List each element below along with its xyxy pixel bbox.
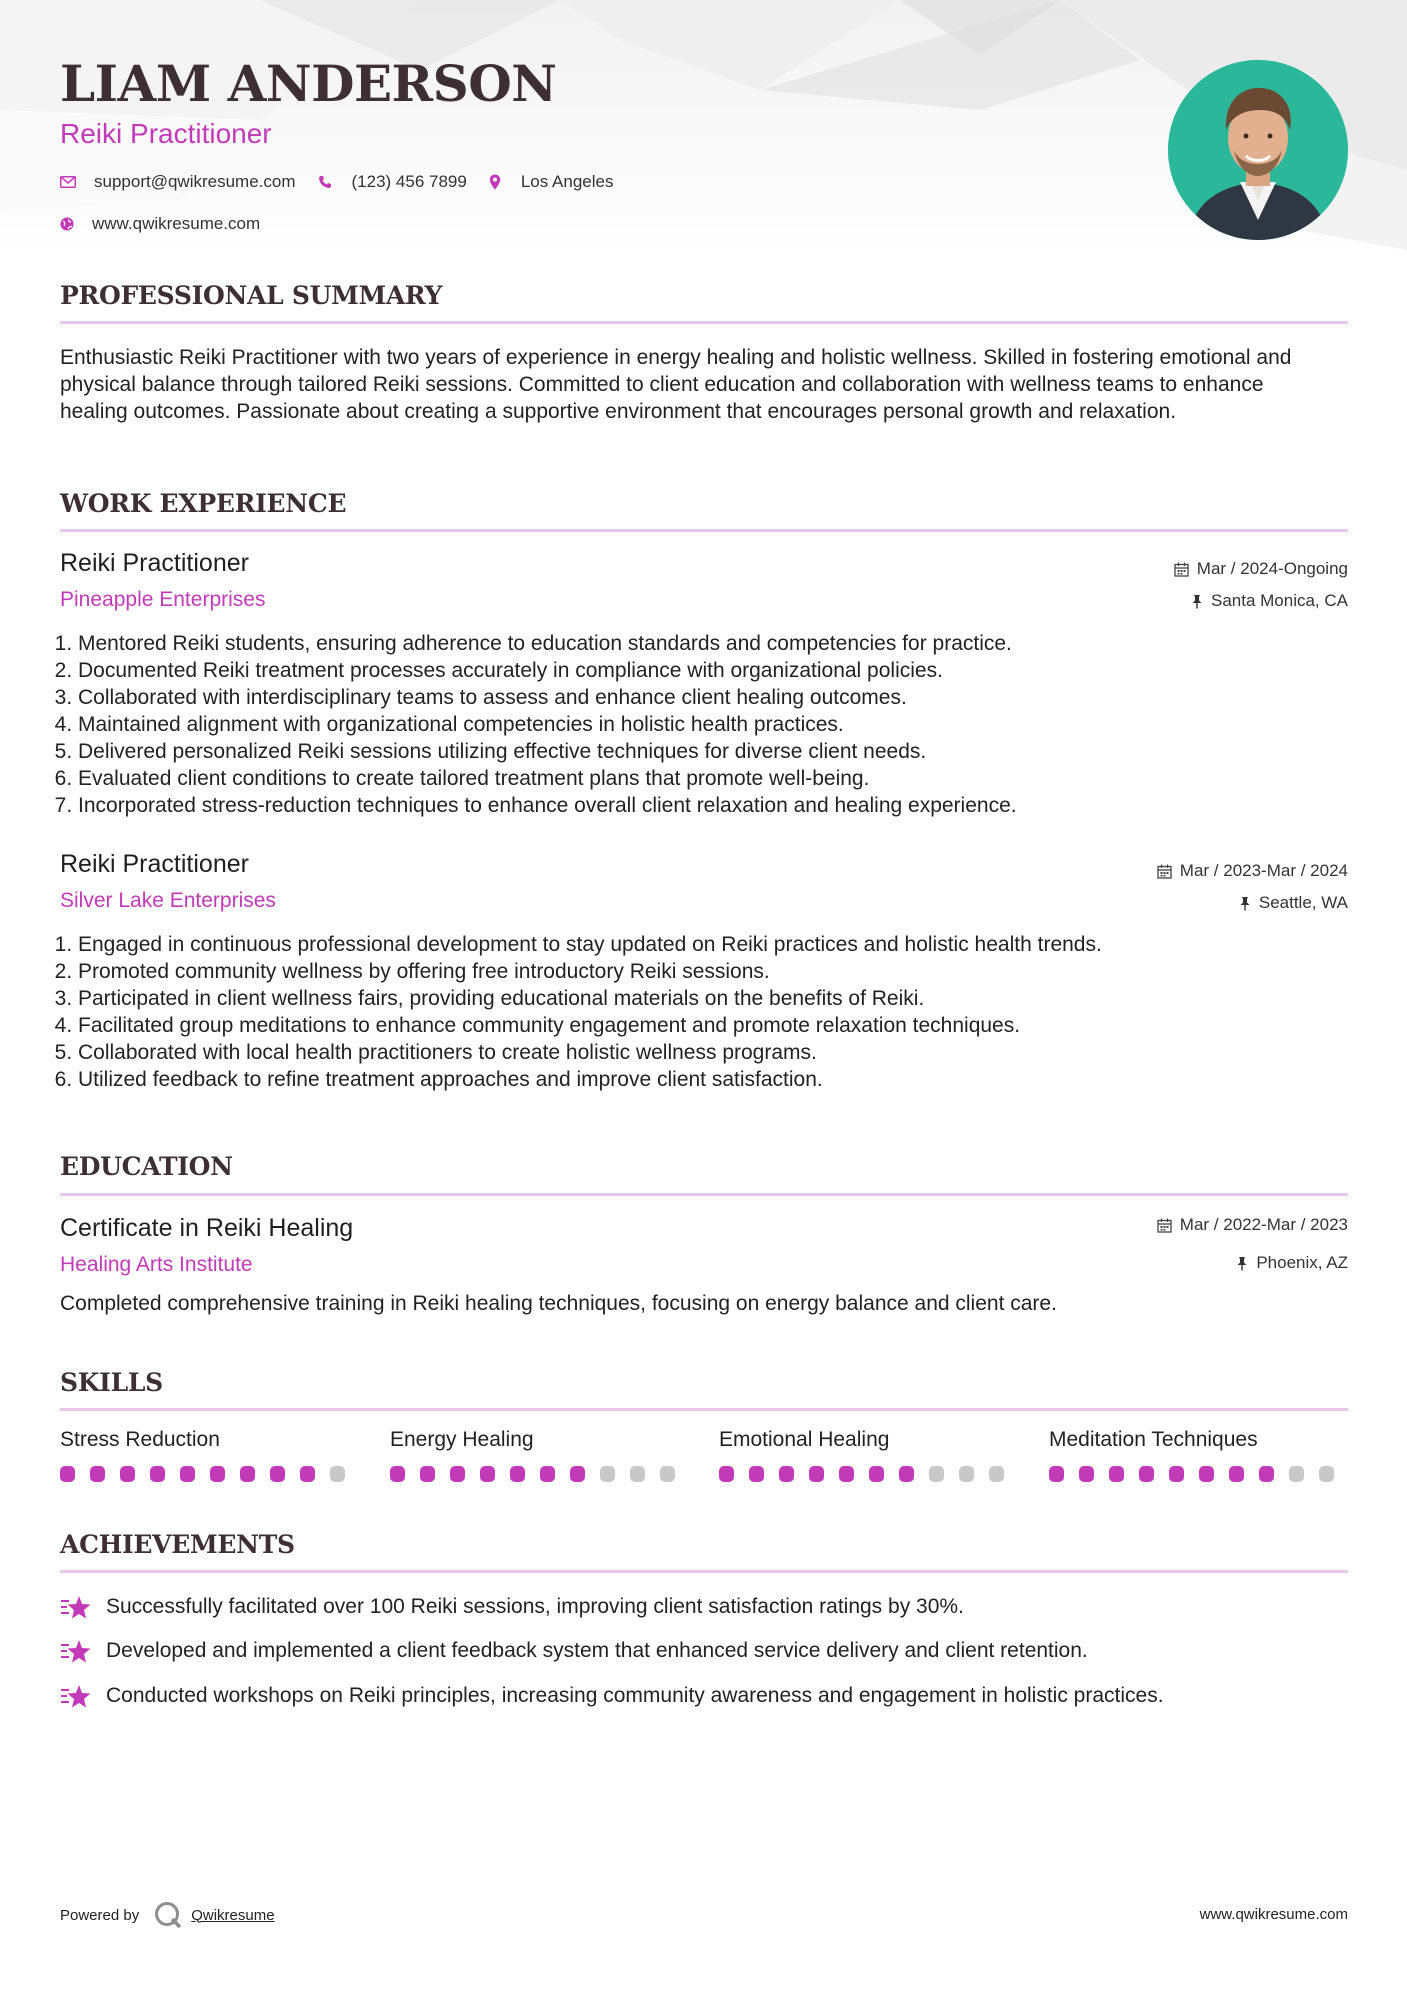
rating-dot-filled [809, 1466, 824, 1482]
skill-name: Energy Healing [390, 1428, 534, 1451]
skill-name: Emotional Healing [719, 1428, 890, 1451]
rating-dot-empty [330, 1466, 345, 1482]
skill-name: Meditation Techniques [1049, 1428, 1258, 1451]
achievements-divider [60, 1570, 1348, 1573]
list-item: 2. Documented Reiki treatment processes accurately in compliance with organizational policies. [78, 657, 1348, 684]
calendar-icon [1174, 562, 1189, 577]
rating-dot-empty [660, 1466, 675, 1482]
summary-heading: PROFESSIONAL SUMMARY [60, 281, 443, 310]
skill-item [60, 1428, 360, 1482]
job-2-dates [1157, 861, 1348, 881]
job-2-dates-text: Mar / 2023-Mar / 2024 [1179, 861, 1348, 880]
job-1-location-text: Santa Monica, CA [1210, 591, 1348, 610]
education-degree: Certificate in Reiki Healing [60, 1214, 354, 1242]
job-1-bullet-list [60, 630, 1348, 819]
list-item: 5. Delivered personalized Reiki sessions utilizing effective techniques for diverse client needs. [78, 738, 1348, 765]
education-location [1236, 1253, 1348, 1273]
pushpin-icon [1236, 1256, 1248, 1271]
skills-divider [60, 1408, 1348, 1411]
list-item: 4. Maintained alignment with organizational competencies in holistic health practices. [78, 711, 1348, 738]
skill-rating [1049, 1466, 1349, 1482]
phone-icon [318, 175, 332, 189]
rating-dot-filled [240, 1466, 255, 1482]
contact-location [489, 172, 614, 192]
candidate-name: LIAM ANDERSON [60, 54, 557, 113]
skills-grid [60, 1428, 1348, 1490]
job-1-dates [1174, 559, 1348, 579]
qwikresume-link[interactable]: Qwikresume [191, 1906, 275, 1924]
list-item: 3. Participated in client wellness fairs, providing educational materials on the benefits of Reiki. [78, 985, 1348, 1012]
list-item: 7. Incorporated stress-reduction techniques to enhance overall client relaxation and healing experience. [78, 792, 1348, 819]
rating-dot-filled [270, 1466, 285, 1482]
rating-dot-filled [1169, 1466, 1184, 1482]
rating-dot-filled [540, 1466, 555, 1482]
rating-dot-filled [420, 1466, 435, 1482]
achievements-heading: ACHIEVEMENTS [60, 1530, 295, 1559]
achievement-text: Successfully facilitated over 100 Reiki sessions, improving client satisfaction ratings by 30%. [106, 1595, 964, 1618]
footer-website[interactable]: www.qwikresume.com [1199, 1906, 1348, 1923]
job-2-company: Silver Lake Enterprises [60, 889, 276, 912]
rating-dot-filled [1259, 1466, 1274, 1482]
mail-icon [60, 176, 76, 188]
skill-name: Stress Reduction [60, 1428, 220, 1451]
rating-dot-filled [90, 1466, 105, 1482]
contact-email[interactable] [60, 172, 296, 192]
rating-dot-filled [390, 1466, 405, 1482]
rating-dot-empty [989, 1466, 1004, 1482]
job-2-location [1239, 893, 1348, 913]
calendar-icon [1157, 1218, 1172, 1233]
job-1-title: Reiki Practitioner [60, 549, 249, 577]
rating-dot-filled [839, 1466, 854, 1482]
skill-rating [719, 1466, 1019, 1482]
rating-dot-filled [779, 1466, 794, 1482]
education-divider [60, 1193, 1348, 1196]
globe-icon [60, 217, 74, 231]
summary-text: Enthusiastic Reiki Practitioner with two years of experience in energy healing and holistic wellness. Skilled in fostering emotional and physical balance through tailored Reiki sessions. Committed to client education and collaboration with wellness teams to enhance healing outcomes. Passionate about creating a supportive environment that encourages personal growth and relaxation. [60, 346, 1292, 423]
rating-dot-filled [869, 1466, 884, 1482]
skill-rating [390, 1466, 690, 1482]
rating-dot-empty [959, 1466, 974, 1482]
job-1-dates-text: Mar / 2024-Ongoing [1196, 559, 1348, 578]
achievement-text: Developed and implemented a client feedback system that enhanced service delivery and client retention. [106, 1639, 1088, 1662]
list-item: 1. Mentored Reiki students, ensuring adherence to education standards and competencies for practice. [78, 630, 1348, 657]
rating-dot-filled [749, 1466, 764, 1482]
education-location-text: Phoenix, AZ [1256, 1253, 1348, 1272]
phone-text: (123) 456 7899 [351, 172, 467, 191]
rating-dot-filled [180, 1466, 195, 1482]
pushpin-icon [1239, 896, 1251, 911]
location-pin-icon [489, 174, 501, 190]
achievement-text: Conducted workshops on Reiki principles, increasing community awareness and engagement in holistic practices. [106, 1684, 1164, 1707]
rating-dot-filled [1049, 1466, 1064, 1482]
rating-dot-empty [1319, 1466, 1334, 1482]
rating-dot-empty [1289, 1466, 1304, 1482]
rating-dot-filled [150, 1466, 165, 1482]
list-item: 1. Engaged in continuous professional development to stay updated on Reiki practices and holistic health trends. [78, 931, 1348, 958]
star-achievement-icon [60, 1683, 92, 1709]
education-dates-text: Mar / 2022-Mar / 2023 [1179, 1215, 1348, 1234]
rating-dot-filled [300, 1466, 315, 1482]
contact-phone[interactable] [318, 172, 467, 192]
job-1-location [1191, 591, 1348, 611]
rating-dot-filled [1139, 1466, 1154, 1482]
rating-dot-filled [899, 1466, 914, 1482]
star-achievement-icon [60, 1594, 92, 1620]
rating-dot-filled [1229, 1466, 1244, 1482]
skill-item [390, 1428, 690, 1482]
experience-heading: WORK EXPERIENCE [60, 489, 347, 518]
powered-by-label: Powered by [60, 1906, 140, 1924]
list-item: 5. Collaborated with local health practitioners to create holistic wellness programs. [78, 1039, 1348, 1066]
rating-dot-filled [60, 1466, 75, 1482]
rating-dot-filled [450, 1466, 465, 1482]
skill-rating [60, 1466, 360, 1482]
footer-powered-by [60, 1900, 275, 1930]
rating-dot-filled [1079, 1466, 1094, 1482]
rating-dot-filled [1109, 1466, 1124, 1482]
rating-dot-empty [630, 1466, 645, 1482]
rating-dot-empty [600, 1466, 615, 1482]
rating-dot-filled [570, 1466, 585, 1482]
star-achievement-icon [60, 1638, 92, 1664]
achievement-item [60, 1594, 964, 1620]
achievement-item [60, 1683, 1164, 1709]
list-item: 6. Utilized feedback to refine treatment approaches and improve client satisfaction. [78, 1066, 1348, 1093]
achievement-item [60, 1638, 1088, 1664]
list-item: 4. Facilitated group meditations to enhance community engagement and promote relaxation techniques. [78, 1012, 1348, 1039]
list-item: 6. Evaluated client conditions to create tailored treatment plans that promote well-being. [78, 765, 1348, 792]
rating-dot-filled [1199, 1466, 1214, 1482]
list-item: 3. Collaborated with interdisciplinary teams to assess and enhance client healing outcomes. [78, 684, 1348, 711]
avatar-portrait [1168, 60, 1348, 240]
rating-dot-filled [480, 1466, 495, 1482]
rating-dot-filled [510, 1466, 525, 1482]
rating-dot-filled [210, 1466, 225, 1482]
candidate-title: Reiki Practitioner [60, 118, 272, 149]
contact-row-1 [60, 172, 635, 192]
skill-item [1049, 1428, 1349, 1482]
education-heading: EDUCATION [60, 1152, 233, 1181]
profile-photo [1168, 60, 1348, 240]
education-dates [1157, 1215, 1348, 1235]
experience-divider [60, 529, 1348, 532]
qwikresume-logo-icon [153, 1900, 183, 1930]
job-1-company: Pineapple Enterprises [60, 588, 266, 611]
website-text: www.qwikresume.com [92, 214, 261, 233]
job-2-title: Reiki Practitioner [60, 850, 249, 878]
job-2-location-text: Seattle, WA [1258, 893, 1348, 912]
education-school: Healing Arts Institute [60, 1253, 253, 1276]
calendar-icon [1157, 864, 1172, 879]
contact-website[interactable] [60, 214, 260, 234]
education-description: Completed comprehensive training in Reiki healing techniques, focusing on energy balance and client care. [60, 1292, 1057, 1315]
contact-row-2 [60, 214, 282, 234]
skill-item [719, 1428, 1019, 1482]
location-text: Los Angeles [520, 172, 614, 191]
email-text: support@qwikresume.com [94, 172, 296, 191]
rating-dot-filled [120, 1466, 135, 1482]
summary-divider [60, 321, 1348, 324]
rating-dot-filled [719, 1466, 734, 1482]
pushpin-icon [1191, 594, 1203, 609]
list-item: 2. Promoted community wellness by offering free introductory Reiki sessions. [78, 958, 1348, 985]
job-2-bullet-list [60, 931, 1348, 1093]
rating-dot-empty [929, 1466, 944, 1482]
skills-heading: SKILLS [60, 1368, 163, 1397]
